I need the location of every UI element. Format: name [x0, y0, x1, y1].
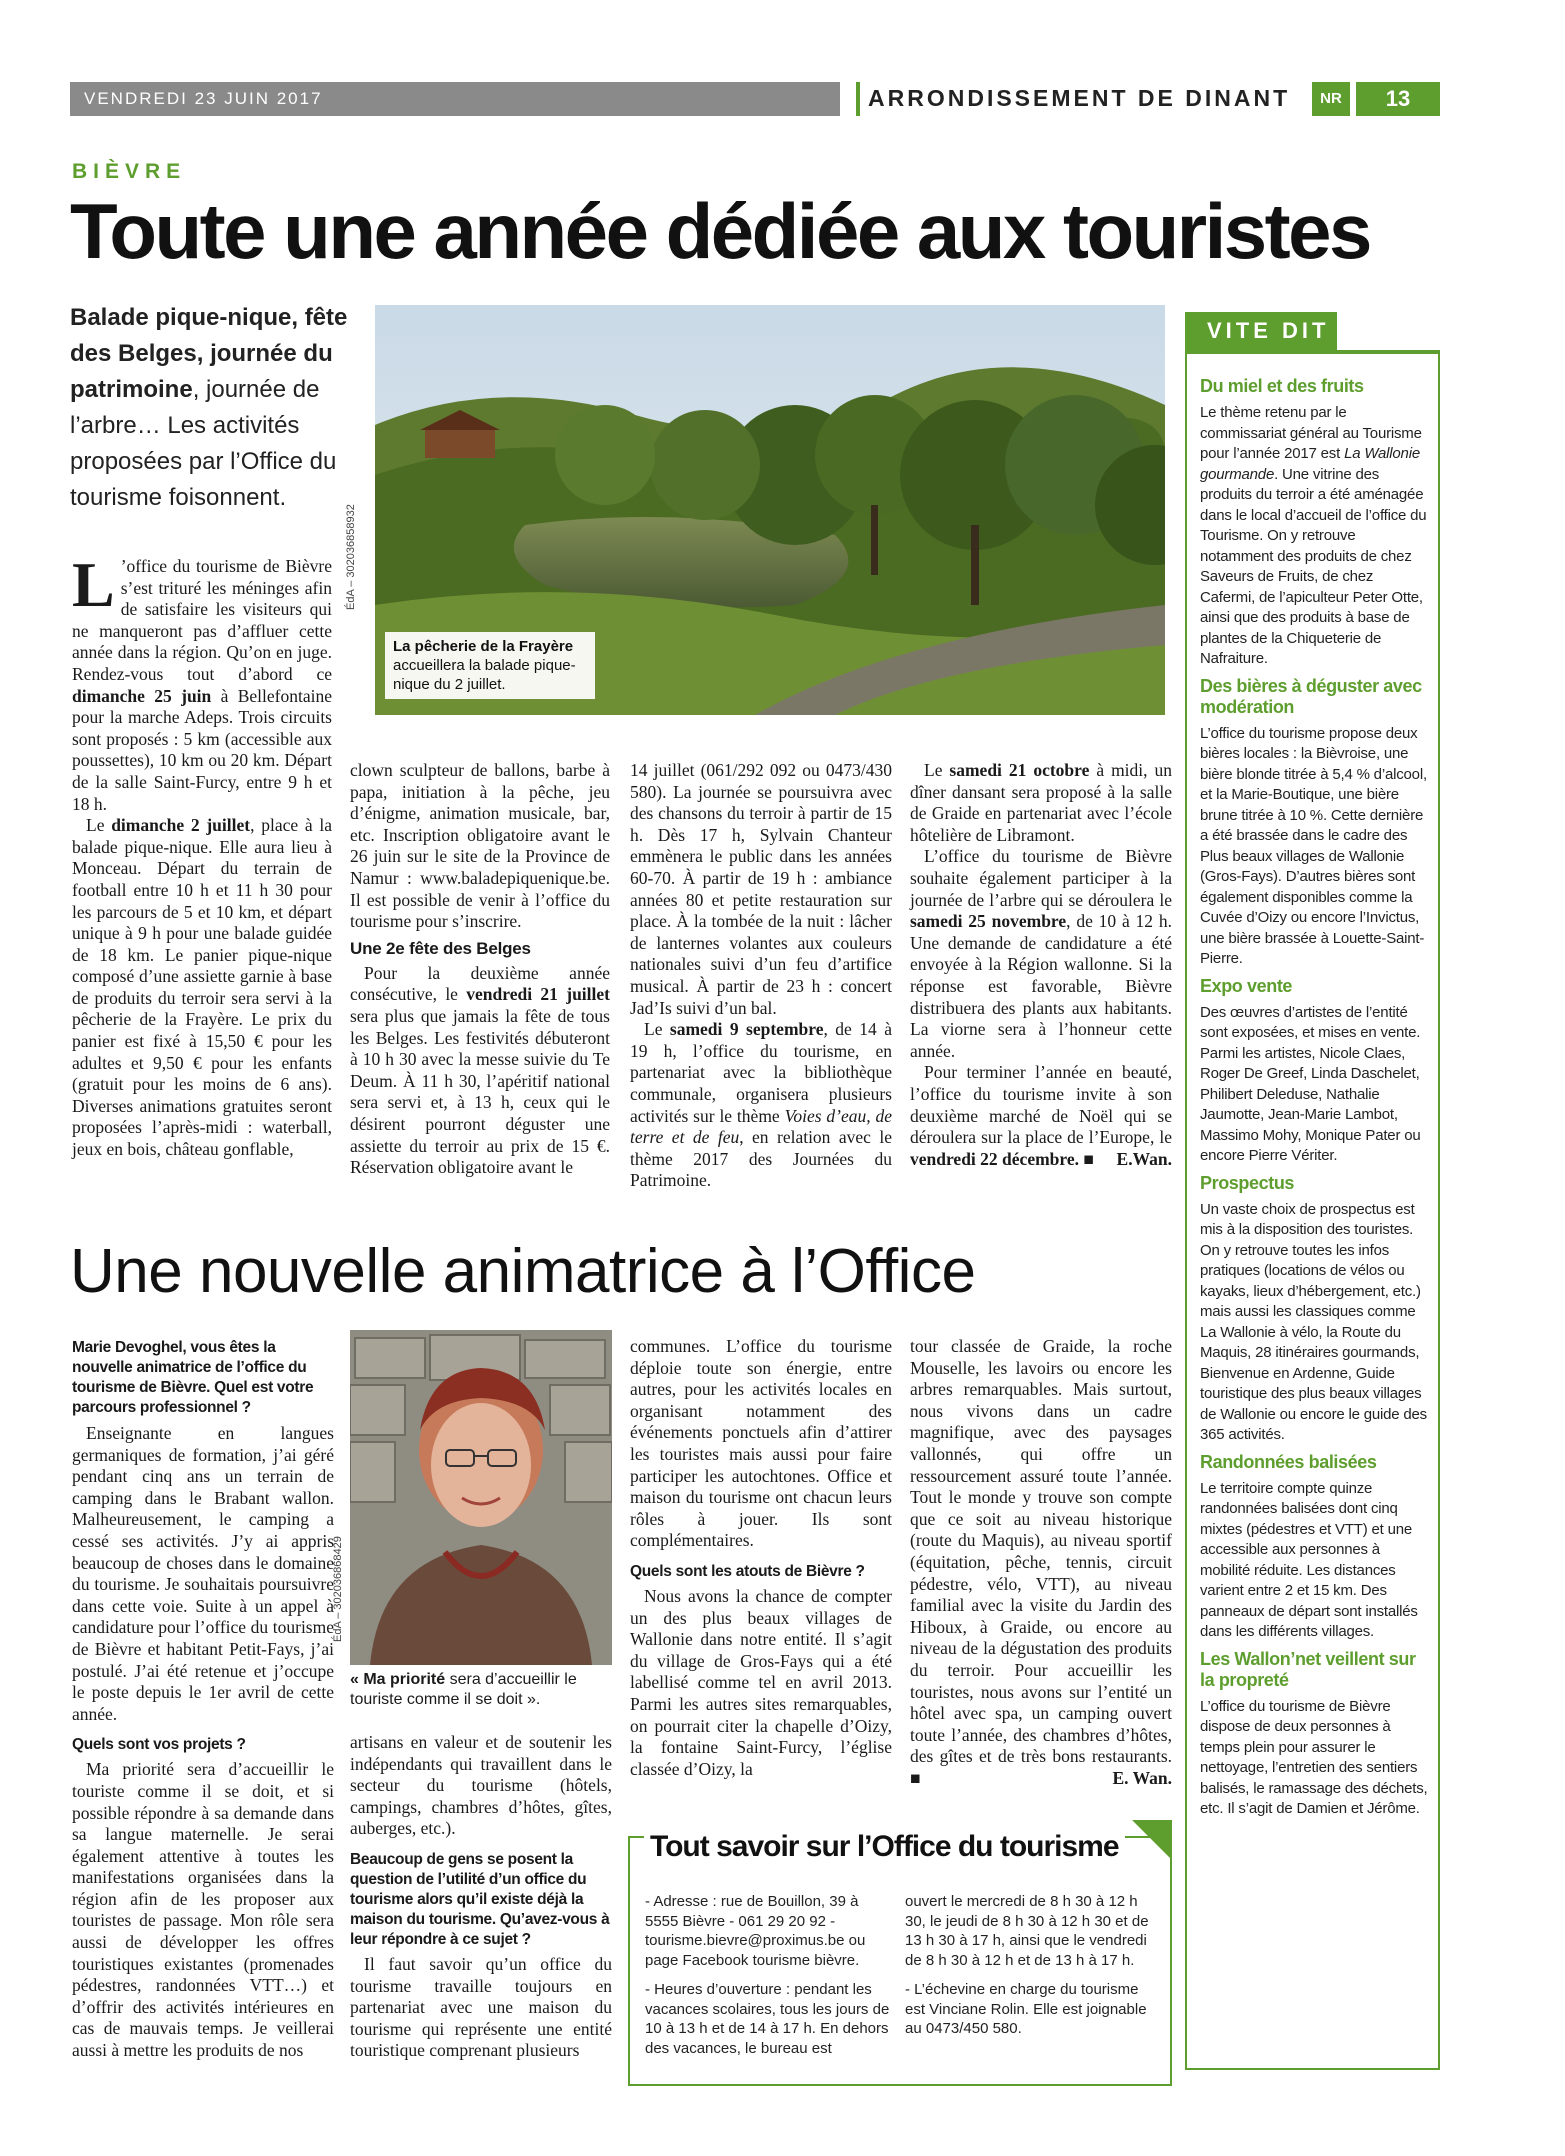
interview-column-3: [630, 1336, 892, 1780]
author-signature: E. Wan.: [1112, 1767, 1172, 1788]
interview-column-1: [72, 1423, 334, 2062]
sidebar-text-italic: La Wallonie gourmande: [1200, 445, 1420, 483]
sidebar-tab: VITE DIT: [1185, 312, 1337, 350]
caption-bold: La pêcherie de la Frayère: [393, 638, 574, 655]
info-address: - Adresse : rue de Bouillon, 39 à 5555 Bièvre - 061 29 20 92 - tourisme.bievre@proximus.be ou page Facebook tourisme bièvre.: [645, 1893, 866, 1969]
answer: Ma priorité sera d’accueillir le touriste comme il se doit, et si possible répondre à sa demande dans sa langue maternelle. Je serai également attentive à toutes les manifestations organisées dans la région afin de les proposer aux touristes de passage. Mon rôle sera aussi de développer les offres touristiques existantes (promenades pédestres, randonnées VTT…) et d’offrir des activités intérieures en cas de mauvais temps. Je veillerai aussi à mettre les produits de nos: [72, 1759, 334, 2061]
sidebar-heading: Des bières à déguster avec modération: [1200, 675, 1422, 717]
interview-question: Quels sont vos projets ?: [72, 1736, 246, 1754]
article-column-2: [350, 760, 610, 1179]
interview-column-4: [910, 1336, 1172, 1789]
dropcap: L: [72, 549, 115, 620]
lede: [70, 300, 358, 516]
sidebar-heading: Prospectus: [1200, 1172, 1295, 1193]
date-bold: samedi 25 novembre: [910, 911, 1067, 932]
portrait-photo: [350, 1330, 612, 1665]
sidebar-text-part: . Une vitrine des produits du terroir a été aménagée dans le local d’accueil de l’office du Tourisme. On y retrouve notamment des produits de chez Saveurs de Fruits, de chez Cafermi, de l’apiculteur Peter Otte, ainsi que des produits à base de plantes de la Chiqueterie de Nafraiture.: [1200, 465, 1427, 667]
interview-question: Marie Devoghel, vous êtes la nouvelle animatrice de l’office du tourisme de Bièvre. Quel est votre parcours professionnel ?: [72, 1339, 314, 1416]
info-contact: - L’échevine en charge du tourisme est Vinciane Rolin. Elle est joignable au 0473/450 580.: [905, 1981, 1147, 2037]
kicker: BIÈVRE: [72, 160, 187, 183]
sidebar-text: Un vaste choix de prospectus est mis à la disposition des touristes. On y retrouve toutes les infos pratiques (locations de vélos ou kayaks, lieux d’hébergement, etc.) mais aussi les classiques comme La Wallonie à vélo, la Route du Maquis, 28 itinéraires gourmands, Bienvenue en Ardenne, Guide touristique des plus beaux villages de Wallonie ou encore le guide des 365 activités.: [1200, 1200, 1427, 1443]
info-column-2: [905, 1892, 1150, 2049]
info-hours-cont: ouvert le mercredi de 8 h 30 à 12 h 30, le jeudi de 8 h 30 à 12 h 30 et de 13 h 30 à 17 h, ainsi que le vendredi de 8 h 30 à 12 h et de 13 h à 17 h.: [905, 1893, 1149, 1969]
info-hours: - Heures d’ouverture : pendant les vacances scolaires, tous les jours de 10 à 13 h et de 14 à 17 h. En dehors des vacances, le bureau est: [645, 1981, 890, 2057]
interview-question: Beaucoup de gens se posent la question de l’utilité d’un office du tourisme alors qu’il existe déjà la maison du tourisme. Qu’avez-vous à leur répondre à ce sujet ?: [350, 1850, 610, 1948]
photo-credit: ÉdA – 302036868429: [332, 1536, 344, 1642]
end-square-icon: ■: [1083, 1148, 1094, 1169]
lede-text: , journée de l’arbre… Les activités proposées par l’Office du tourisme foisonnent.: [70, 376, 337, 511]
interview-question: Quels sont les atouts de Bièvre ?: [630, 1562, 865, 1580]
date-bold: samedi 9 septembre: [669, 1019, 824, 1040]
date-bar: VENDREDI 23 JUIN 2017: [70, 82, 840, 116]
answer: artisans en valeur et de soutenir les indépendants qui travaillent dans le secteur du tourisme (hôtels, campings, chambres d’hôtes, gîtes, auberges, etc.).: [350, 1732, 612, 1839]
answer: communes. L’office du tourisme déploie toute son énergie, entre autres, pour les activités locales en organisant notamment des événements ponctuels afin d’attirer les touristes mais aussi pour faire participer les autochtones. Office et maison du tourisme ont chacun leurs rôles à jouer. Ils sont complémentaires.: [630, 1336, 892, 1551]
answer: Nous avons la chance de compter un des plus beaux villages de Wallonie dans notre entité. Il s’agit du village de Gros-Fays qui a été labellisé comme tel en avril 2013. Parmi les autres sites remarquables, on pourrait citer la chapelle d’Oizy, la fontaine Saint-Furcy, l’église classée d’Oizy, la: [630, 1585, 892, 1779]
interview-column-2: [350, 1732, 612, 2062]
caption-bold: « Ma priorité: [350, 1671, 446, 1688]
info-box-title: Tout savoir sur l’Office du tourisme: [644, 1830, 1125, 1864]
date-bold: dimanche 25 juin: [72, 685, 212, 706]
sidebar-heading: Expo vente: [1200, 975, 1293, 996]
article-column-1: [72, 549, 332, 1161]
sidebar-text: [1200, 403, 1428, 670]
sidebar-text: L’office du tourisme de Bièvre dispose de deux personnes à temps plein pour assurer le nettoyage, l’entretien des sentiers balisés, le ramassage des déchets, etc. Il s’agit de Damien et Jérôme.: [1200, 1697, 1428, 1817]
section-marker: [856, 82, 860, 116]
answer: Il faut savoir qu’un office du tourisme travaille toujours en partenariat avec une maison du tourisme qui représente une entité touristique comprenant plusieurs: [350, 1953, 612, 2061]
author-signature: E.Wan.: [1116, 1148, 1172, 1169]
subheading: Une 2e fête des Belges: [350, 938, 531, 958]
paragraph: sera plus que jamais la fête de tous les Belges. Les festivités débuteront à 10 h 30 avec la messe suivie du Te Deum. À 11 h 30, l’apéritif national sera servi et, à 13 h, ceux qui le désirent pourront déguster une assiette du terroir au prix de 15 €. Réservation obligatoire avant le: [350, 1005, 610, 1178]
date-bold: dimanche 2 juillet: [111, 815, 251, 836]
page-number: 13: [1356, 82, 1440, 116]
date-bold: vendredi 21 juillet: [466, 984, 610, 1005]
sidebar-heading: Les Wallon’net veillent sur la propreté: [1200, 1648, 1416, 1690]
paragraph: ’office du tourisme de Bièvre s’est trituré les méninges afin de satisfaire les visiteurs qui ne manqueront pas d’affluer cette année dans la région. Qu’on en juge. Rendez-vous tout d’abord ce: [72, 556, 332, 684]
photo-caption: [350, 1670, 612, 1710]
photo-credit: ÉdA – 302036858932: [345, 504, 357, 610]
paragraph: Pour la deuxième année consécutive, le: [350, 962, 610, 1005]
paragraph: , place à la balade pique-nique. Elle aura lieu à Monceau. Départ du terrain de football entre 10 h et 11 h 30 pour les parcours de 5 et 10 km, et départ unique à 9 h pour une balade guidée de 18 km. Le panier pique-nique composé d’une assiette garnie à base de produits du terroir sera servi à la pêcherie de la Frayère. Le prix du panier est fixé à 15,50 € pour les adultes et 9,50 € pour les enfants (gratuit pour les moins de 6 ans). Diverses animations gratuites seront proposées l’après-midi : waterball, jeux en bois, château gonflable,: [72, 815, 332, 1160]
date-bold: vendredi 22 décembre.: [910, 1148, 1079, 1169]
paragraph: Le: [644, 1019, 670, 1040]
sidebar-text: Des œuvres d’artistes de l’entité sont exposées, et mises en vente. Parmi les artistes, Nicole Claes, Roger De Greef, Linda Daschelet, Philibert Deleduse, Nathalie Jaumotte, Jean-Marie Lambot, Massimo Mohy, Monique Pater ou encore Pierre Vériter.: [1200, 1003, 1421, 1164]
sidebar-text-part: Le thème retenu par le commissariat général au Tourisme pour l’année 2017 est: [1200, 404, 1422, 462]
nr-logo: NR: [1312, 82, 1350, 116]
paragraph: à midi, un dîner dansant sera proposé à la salle de Graide en partenariat avec l’école hôtelière de Libramont.: [910, 760, 1172, 845]
paragraph: clown sculpteur de ballons, barbe à papa, initiation à la pêche, jeu d’énigme, animation musicale, bar, etc. Inscription obligatoire avant le 26 juin sur le site de la Province de Namur : www.baladepiquenique.be. Il est possible de venir à l’office du tourisme pour s’inscrire.: [350, 760, 610, 932]
lede-bold: Balade pique-nique, fête des Belges, journée du patrimoine: [70, 304, 348, 403]
end-square-icon: ■: [910, 1767, 921, 1788]
caption-text: sera d’accueillir le touriste comme il se doit ».: [350, 1671, 577, 1708]
paragraph: , de 14 à 19 h, l’office du tourisme, en partenariat avec la bibliothèque communale, organisera plusieurs activités sur le thème: [630, 1019, 892, 1126]
paragraph: , en relation avec le thème 2017 des Journées du Patrimoine.: [630, 1127, 892, 1191]
caption-text: accueillera la balade pique-nique du 2 juillet.: [393, 657, 576, 693]
headline-2: Une nouvelle animatrice à l’Office: [70, 1237, 976, 1306]
article-column-4: [910, 760, 1172, 1170]
photo-caption: [385, 632, 595, 699]
paragraph: Le: [86, 815, 112, 836]
headline: Toute une année dédiée aux touristes: [70, 187, 1370, 275]
answer: Enseignante en langues germaniques de formation, j’ai géré pendant cinq ans un terrain de camping dans le Brabant wallon. Malheureusement, le camping a cessé ses activités. J’y ai appris beaucoup de choses dans le domaine du tourisme. Je souhaitais poursuivre dans cette voie. Suite à un appel à candidature pour l’office du tourisme de Bièvre et habitant Petit-Fays, j’ai postulé. J’ai été retenue et j’occupe le poste depuis le 1er avril de cette année.: [72, 1423, 334, 1724]
paragraph: L’office du tourisme de Bièvre souhaite également participer à la journée de l’arbre qui se déroulera le: [910, 846, 1172, 910]
paragraph: 14 juillet (061/292 092 ou 0473/430 580). La journée se poursuivra avec des chansons du terroir à partir de 15 h. Dès 17 h, Sylvain Chanteur emmènera le public dans les années 60-70. À partir de 19 h : ambiance années 80 et petite restauration sur place. À la tombée de la nuit : lâcher de lanternes volantes aux couleurs nationales suivi d’un feu d’artifice musical. À partir de 23 h : concert Jad’Is suivi d’un bal.: [630, 760, 892, 1018]
sidebar-text: L’office du tourisme propose deux bières locales : la Bièvroise, une bière blonde titrée à 5,4 % d’alcool, et la Marie-Boutique, une bière brune titrée à 10 %. Cette dernière a été brassée dans le cadre des Plus beaux villages de Wallonie (Gros-Fays). D’autres bières sont également disponibles comme la Cuvée d’Oizy ou encore l’Invictus, une bière brassée à Louette-Saint-Pierre.: [1200, 724, 1427, 967]
paragraph: Pour terminer l’année en beauté, l’office du tourisme invite à son deuxième marché de Noël qui se déroulera sur la place de l’Europe, le: [910, 1062, 1172, 1148]
paragraph: , de 10 à 12 h. Une demande de candidature a été envoyée à la Région wallonne. Si la réponse est favorable, Bièvre distribuera des plants aux habitants. La viorne sera à l’honneur cette année.: [910, 911, 1172, 1061]
sidebar-heading: Du miel et des fruits: [1200, 376, 1364, 396]
sidebar-heading: Randonnées balisées: [1200, 1451, 1377, 1472]
date-bold: samedi 21 octobre: [949, 760, 1090, 780]
sidebar-text: Le territoire compte quinze randonnées balisées dont cinq mixtes (pédestres et VTT) et une accessible aux personnes à mobilité réduite. Les distances varient entre 2 et 15 km. Des panneaux de départ sont installés dans les différents villages.: [1200, 1479, 1418, 1640]
paragraph: Le: [924, 760, 950, 780]
theme-italic: Voies d’eau, de terre et de feu: [630, 1105, 892, 1148]
paragraph: à Bellefontaine pour la marche Adeps. Trois circuits sont proposés : 5 km (accessible aux poussettes), 10 km ou 20 km. Départ de la salle Saint-Furcy, entre 9 h et 18 h.: [72, 685, 332, 814]
answer: tour classée de Graide, la roche Mouselle, les lavoirs ou encore les arbres remarquables. Mais surtout, nous vivons dans un cadre magnifique, avec des paysages vallonnés, qui offre un ressourcement assuré toute l’année. Tout le monde y trouve son compte que ce soit au niveau historique (route du Maquis), au niveau sportif (équitation, pêche, tennis, circuit pédestre, vélo, VTT), au niveau familial avec la visite du Jardin des Hiboux, à Graide, ou encore au niveau de la dégustation des produits du terroir. Pour accueillir les touristes, nous avons sur l’entité un hôtel avec spa, un camping ouvert toute l’année, des chambres d’hôtes, des gîtes et de très bons restaurants.: [910, 1336, 1172, 1767]
info-column-1: [645, 1892, 890, 2068]
section-title: ARRONDISSEMENT DE DINANT: [868, 85, 1291, 111]
sidebar-content: [1200, 372, 1428, 1826]
article-column-3: [630, 760, 892, 1192]
